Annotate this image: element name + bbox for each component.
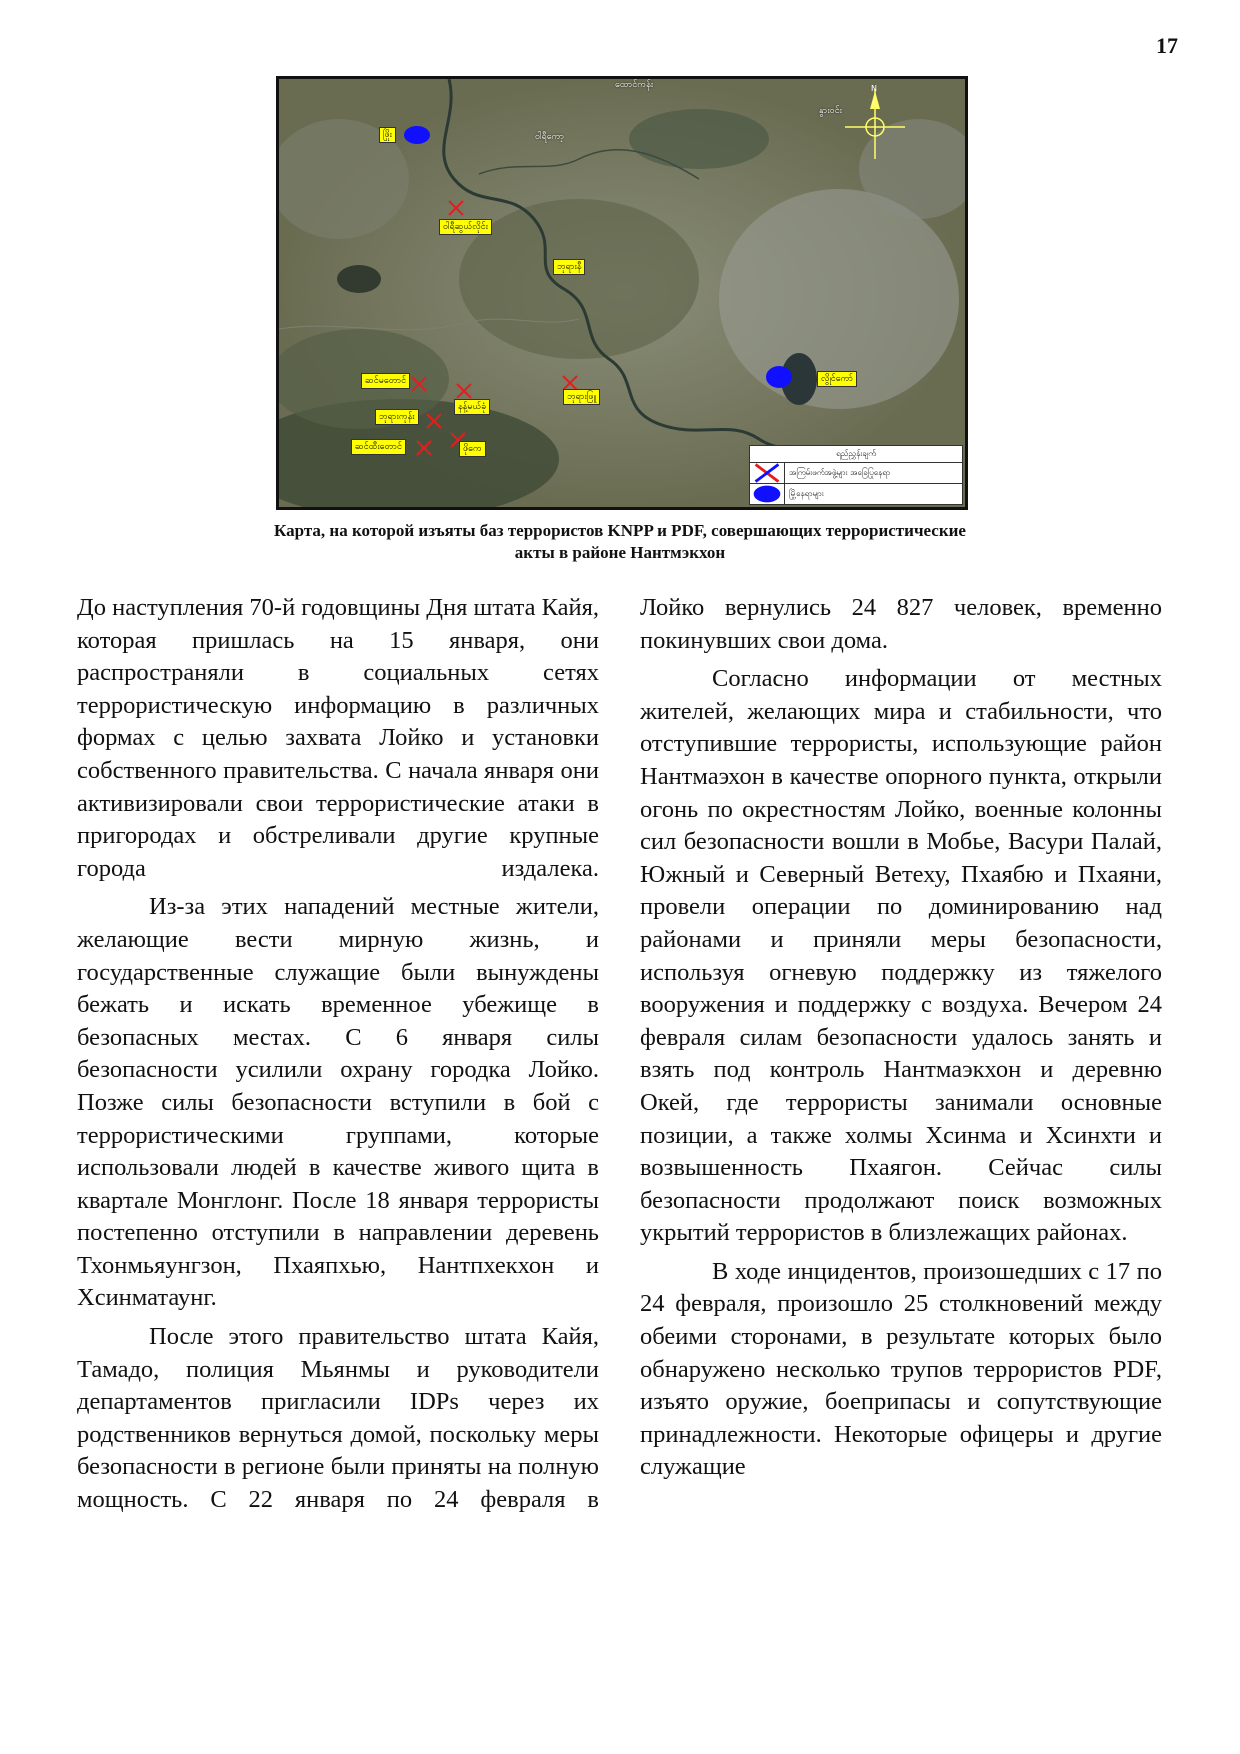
map-place-label: ဝါရီဆွယ်လိုင်း bbox=[439, 219, 492, 235]
page-number: 17 bbox=[1156, 33, 1178, 58]
map-place-label: ဘုရားကုန်း bbox=[375, 409, 419, 425]
map-place-label: ဘုရားနီ bbox=[553, 259, 585, 275]
map-place-label: ဖိုကေ bbox=[459, 441, 486, 457]
paragraph: В ходе инцидентов, произошедших с 17 по 24 февраля, произошло 25 столкновений между обеими сторонами, в результате которых было обнаружено несколько трупов террористов PDF, изъято оружие, боеприпасы и сопутствующие принадлежности. Некоторые офицеры и другие служащие bbox=[640, 1257, 1162, 1481]
map-image bbox=[276, 76, 968, 510]
paragraph: До наступления 70-й годовщины Дня штата Кайя, которая пришлась на 15 января, они распространяли в социальных сетях террористическую информацию в различных формах с целью захвата Лойко и установки собственного правительства. С начала января они активизировали свои террористические атаки в пригородах и обстреливали другие крупные города издалека. bbox=[77, 594, 599, 882]
legend-item-label: မြို့နေရာများ bbox=[789, 489, 824, 498]
map-place-label: ဖြိုး bbox=[379, 127, 396, 143]
left-column bbox=[77, 592, 599, 1523]
map-caption: Карта, на которой изъяты баз террористов KNPP и PDF, совершающих террористические акты в районе Нантмэкхон bbox=[274, 521, 966, 562]
legend-title: ရည်ညွှန်းချက် bbox=[750, 446, 962, 463]
city-marker-icon bbox=[404, 126, 430, 144]
map-place-label: ထောင်ကန်း bbox=[615, 80, 654, 90]
legend-item bbox=[750, 463, 962, 484]
map-place-label: နွားဝင်း bbox=[819, 106, 842, 116]
map-place-label: လွိုင်ကော် bbox=[817, 371, 857, 387]
blue-dot-icon bbox=[750, 484, 785, 504]
paragraph: Лойко вернулись 24 827 человек, временно покинувших свои дома. bbox=[640, 594, 1162, 654]
paragraph: Из-за этих нападений местные жители, желающие вести мирную жизнь, и государственные служащие были вынуждены бежать и искать временное убежище в безопасных местах. С 6 января силы безопасности усилили охрану городка Лойко. Позже силы безопасности вступили в бой с террористическими группами, которые использовали людей в качестве живого щита в квартале Монглонг. После 18 января террористы постепенно отступили в направлении деревень Тхонмьяунгзон, Пхаяпхью, Нантпхекхон и Хсинматаунг. bbox=[77, 893, 599, 1312]
map-place-label: ဆင်ထီးတောင် bbox=[351, 439, 406, 455]
city-marker-icon bbox=[766, 366, 792, 388]
map-place-label: ဘုရားဖြူ bbox=[563, 389, 600, 405]
svg-text:N: N bbox=[871, 84, 877, 93]
paragraph: Согласно информации от местных жителей, желающих мира и стабильности, что отступившие террористы, использующие район Нантмаэхон в качестве опорного пункта, открыли огонь по окрестностям Лойко, военные колонны сил безопасности вошли в Мобье, Васури Палай, Южный и Северный Ветеху, Пхаябю и Пхаяни, провели операции по доминированию над районами и приняли меры безопасности, используя огневую поддержку из тяжелого вооружения и поддержку с воздуха. Вечером 24 февраля силам безопасности удалось занять и взять под контроль Нантмаэкхон и деревню Окей, где террористы занимали основные позиции, а также холмы Хсинма и Хсинхти и возвышенность Пхаягон. Сейчас силы безопасности продолжают поиск возможных укрытий террористов в близлежащих районах. bbox=[640, 665, 1162, 1247]
map-place-label: ဆင်မတောင် bbox=[361, 373, 410, 389]
map-legend bbox=[749, 445, 963, 505]
right-column bbox=[640, 592, 1162, 1490]
crossed-weapons-icon bbox=[750, 463, 785, 483]
paragraph: После этого правительство штата Кайя, Тамадо, полиция Мьянмы и руководители департаментов пригласили IDPs через их родственников вернуться домой, поскольку меры безопасности в регионе были приняты на полную мощность. С 22 января по 24 февраля в bbox=[77, 1323, 599, 1514]
legend-item-label: အကြမ်းဖက်အဖွဲ့များ အခြေပြုနေရာ bbox=[789, 468, 891, 477]
map-place-label: နန့်မယ်ခုံ bbox=[454, 399, 490, 415]
map-place-label: ဝါရီကော့ bbox=[535, 132, 565, 142]
legend-item bbox=[750, 484, 962, 504]
